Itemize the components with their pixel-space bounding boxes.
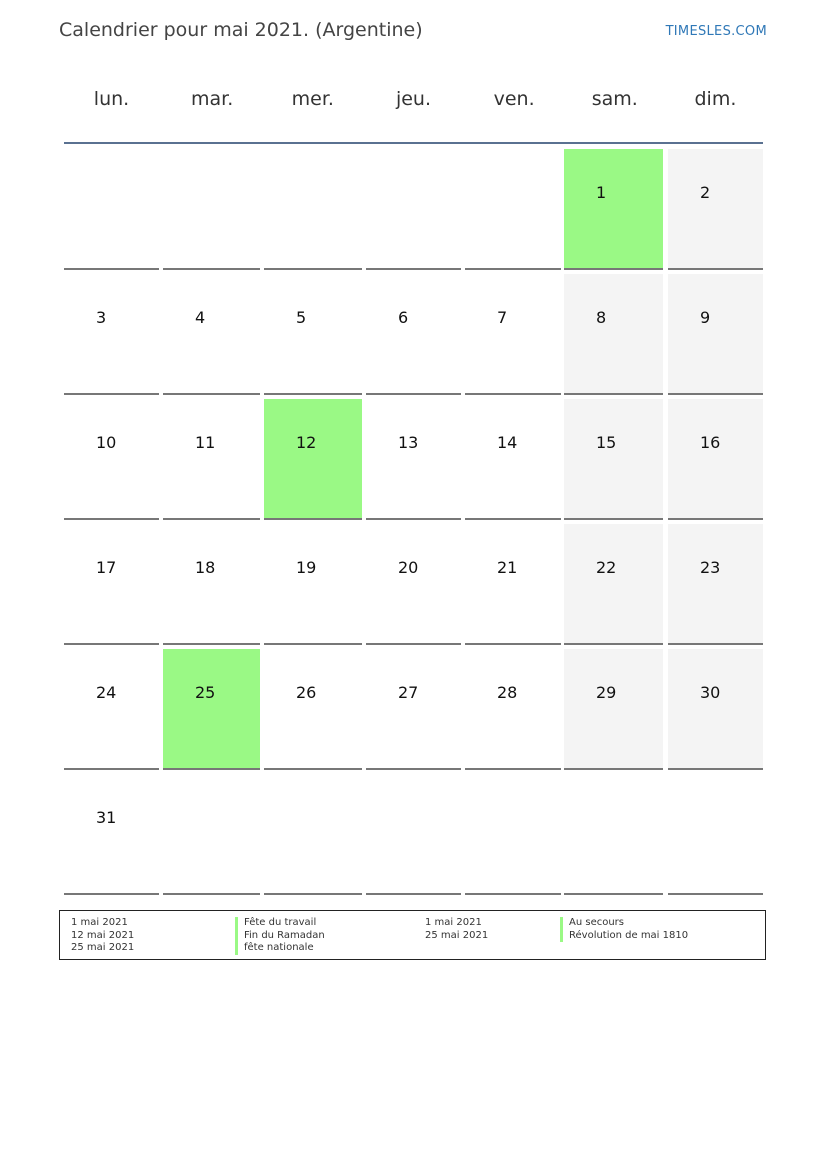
day-number: 20 bbox=[398, 558, 419, 577]
day-number: 3 bbox=[96, 308, 107, 327]
day-cell[interactable] bbox=[366, 399, 461, 520]
day-cell[interactable] bbox=[163, 649, 260, 770]
page-title: Calendrier pour mai 2021. (Argentine) bbox=[59, 19, 423, 41]
legend-date: 25 mai 2021 bbox=[71, 942, 135, 953]
weekday-label: dim. bbox=[694, 88, 737, 110]
day-number: 18 bbox=[195, 558, 216, 577]
empty-cell bbox=[163, 774, 260, 895]
day-number: 23 bbox=[700, 558, 721, 577]
day-cell[interactable] bbox=[366, 649, 461, 770]
day-number: 11 bbox=[195, 433, 216, 452]
day-number: 15 bbox=[596, 433, 617, 452]
empty-cell bbox=[366, 149, 461, 270]
day-cell[interactable] bbox=[465, 524, 561, 645]
day-number: 29 bbox=[596, 683, 617, 702]
legend-date: 1 mai 2021 bbox=[71, 917, 128, 928]
day-number: 1 bbox=[596, 183, 607, 202]
empty-cell bbox=[163, 149, 260, 270]
legend-holiday-name: fête nationale bbox=[235, 942, 325, 955]
weekday-label: ven. bbox=[493, 88, 535, 110]
day-number: 4 bbox=[195, 308, 206, 327]
weekday-label: lun. bbox=[93, 88, 130, 110]
day-cell[interactable] bbox=[668, 524, 763, 645]
day-number: 17 bbox=[96, 558, 117, 577]
empty-cell bbox=[564, 774, 663, 895]
day-number: 19 bbox=[296, 558, 317, 577]
legend-holiday-name: Révolution de mai 1810 bbox=[560, 930, 688, 943]
day-cell[interactable] bbox=[465, 649, 561, 770]
day-cell[interactable] bbox=[264, 399, 362, 520]
legend-observance-names bbox=[560, 917, 688, 942]
day-number: 13 bbox=[398, 433, 419, 452]
day-number: 5 bbox=[296, 308, 307, 327]
legend-observance-dates bbox=[425, 917, 488, 942]
day-cell[interactable] bbox=[163, 274, 260, 395]
day-number: 24 bbox=[96, 683, 117, 702]
legend-holiday-name: Fin du Ramadan bbox=[235, 930, 325, 943]
day-number: 26 bbox=[296, 683, 317, 702]
day-cell[interactable] bbox=[264, 274, 362, 395]
day-cell[interactable] bbox=[163, 399, 260, 520]
day-number: 30 bbox=[700, 683, 721, 702]
legend-holiday-name: Fête du travail bbox=[235, 917, 325, 930]
day-cell[interactable] bbox=[564, 649, 663, 770]
day-number: 10 bbox=[96, 433, 117, 452]
day-cell[interactable] bbox=[564, 274, 663, 395]
empty-cell bbox=[465, 774, 561, 895]
weekday-label: mar. bbox=[191, 88, 234, 110]
day-cell[interactable] bbox=[668, 649, 763, 770]
day-number: 22 bbox=[596, 558, 617, 577]
day-number: 31 bbox=[96, 808, 117, 827]
day-number: 6 bbox=[398, 308, 409, 327]
day-number: 7 bbox=[497, 308, 508, 327]
day-cell[interactable] bbox=[64, 774, 159, 895]
day-cell[interactable] bbox=[564, 399, 663, 520]
day-cell[interactable] bbox=[465, 274, 561, 395]
day-cell[interactable] bbox=[264, 524, 362, 645]
day-cell[interactable] bbox=[366, 274, 461, 395]
empty-cell bbox=[366, 774, 461, 895]
day-number: 2 bbox=[700, 183, 711, 202]
day-cell[interactable] bbox=[264, 649, 362, 770]
day-cell[interactable] bbox=[64, 524, 159, 645]
day-cell[interactable] bbox=[564, 149, 663, 270]
day-number: 27 bbox=[398, 683, 419, 702]
day-cell[interactable] bbox=[163, 524, 260, 645]
empty-cell bbox=[465, 149, 561, 270]
day-cell[interactable] bbox=[564, 524, 663, 645]
legend-official-names bbox=[235, 917, 325, 955]
day-number: 25 bbox=[195, 683, 216, 702]
legend-date: 1 mai 2021 bbox=[425, 917, 482, 928]
weekday-label: mer. bbox=[291, 88, 334, 110]
day-cell[interactable] bbox=[64, 274, 159, 395]
legend-official-dates bbox=[71, 917, 134, 955]
legend-date: 12 mai 2021 bbox=[71, 929, 135, 941]
day-cell[interactable] bbox=[64, 649, 159, 770]
day-number: 8 bbox=[596, 308, 607, 327]
day-cell[interactable] bbox=[64, 399, 159, 520]
weekday-label: sam. bbox=[591, 88, 638, 110]
day-cell[interactable] bbox=[366, 524, 461, 645]
empty-cell bbox=[64, 149, 159, 270]
day-number: 14 bbox=[497, 433, 518, 452]
weekday-header-row bbox=[64, 88, 763, 110]
day-number: 21 bbox=[497, 558, 518, 577]
day-number: 28 bbox=[497, 683, 518, 702]
day-cell[interactable] bbox=[465, 399, 561, 520]
site-logo[interactable]: TIMESLES.COM bbox=[665, 24, 767, 39]
empty-cell bbox=[264, 149, 362, 270]
header-divider bbox=[64, 142, 763, 144]
empty-cell bbox=[264, 774, 362, 895]
day-number: 12 bbox=[296, 433, 317, 452]
day-cell[interactable] bbox=[668, 149, 763, 270]
day-cell[interactable] bbox=[668, 274, 763, 395]
day-cell[interactable] bbox=[668, 399, 763, 520]
day-number: 16 bbox=[700, 433, 721, 452]
legend-holiday-name: Au secours bbox=[560, 917, 688, 930]
legend-date: 25 mai 2021 bbox=[425, 929, 489, 941]
empty-cell bbox=[668, 774, 763, 895]
holiday-legend bbox=[59, 910, 766, 960]
weekday-label: jeu. bbox=[395, 88, 431, 110]
day-number: 9 bbox=[700, 308, 711, 327]
